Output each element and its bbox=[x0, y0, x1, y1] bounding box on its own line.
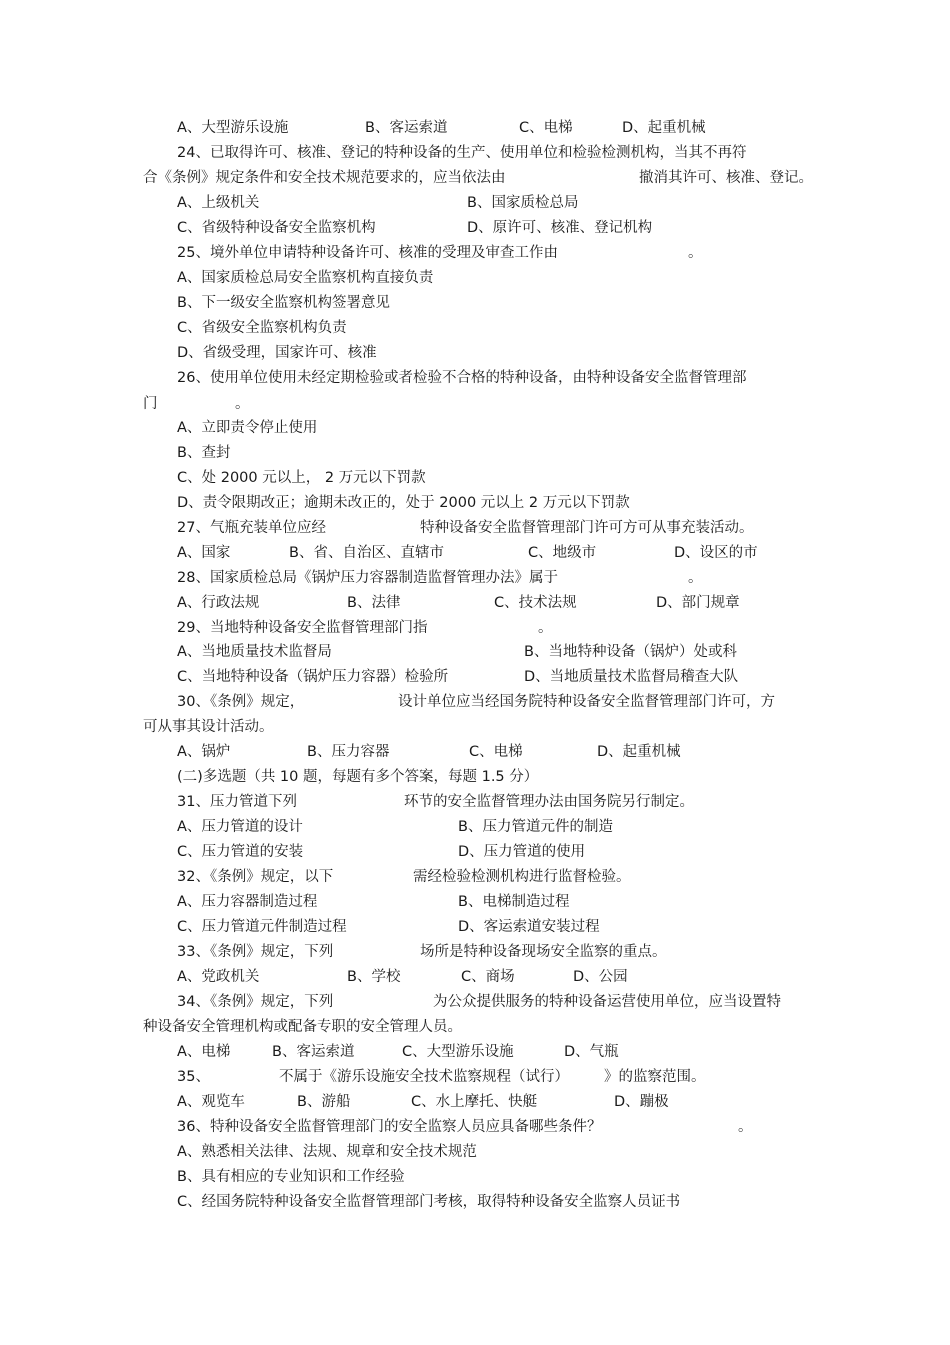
option-c: C、当地特种设备（锅炉压力容器）检验所 bbox=[177, 669, 449, 685]
question-text: 26、使用单位使用未经定期检验或者检验不合格的特种设备，由特种设备安全监督管理部 bbox=[177, 370, 747, 386]
option-a: A、大型游乐设施 bbox=[177, 120, 289, 136]
option-a: A、行政法规 bbox=[177, 595, 260, 611]
option-a: A、观览车 bbox=[177, 1094, 245, 1110]
option-a: A、当地质量技术监督局 bbox=[177, 644, 332, 660]
question-end: 。 bbox=[688, 245, 703, 261]
option-a: A、压力容器制造过程 bbox=[177, 894, 318, 910]
question-text: 设计单位应当经国务院特种设备安全监督管理部门许可，方 bbox=[398, 694, 775, 710]
question-text: 24、已取得许可、核准、登记的特种设备的生产、使用单位和检验检测机构，当其不再符 bbox=[177, 145, 747, 161]
option-a: A、国家 bbox=[177, 545, 231, 561]
option-b: B、具有相应的专业知识和工作经验 bbox=[177, 1169, 405, 1185]
option-d: D、原许可、核准、登记机构 bbox=[467, 220, 653, 236]
option-a: A、上级机关 bbox=[177, 195, 260, 211]
option-a: A、熟悉相关法律、法规、规章和安全技术规范 bbox=[177, 1144, 477, 1160]
question-text: 34、《条例》规定，下列 bbox=[177, 994, 334, 1010]
option-c: C、压力管道元件制造过程 bbox=[177, 919, 347, 935]
question-end: 。 bbox=[538, 620, 553, 636]
option-d: D、起重机械 bbox=[622, 120, 706, 136]
option-b: B、游船 bbox=[297, 1094, 351, 1110]
option-c: C、商场 bbox=[461, 969, 515, 985]
question-text: 可从事其设计活动。 bbox=[143, 719, 274, 735]
option-c: C、水上摩托、快艇 bbox=[411, 1094, 538, 1110]
option-c: C、经国务院特种设备安全监督管理部门考核，取得特种设备安全监察人员证书 bbox=[177, 1194, 681, 1210]
option-d: D、设区的市 bbox=[674, 545, 758, 561]
option-b: B、法律 bbox=[347, 595, 401, 611]
option-c: C、电梯 bbox=[519, 120, 573, 136]
option-b: B、客运索道 bbox=[272, 1044, 355, 1060]
question-text: 33、《条例》规定，下列 bbox=[177, 944, 334, 960]
option-a: A、锅炉 bbox=[177, 744, 231, 760]
option-d: D、起重机械 bbox=[597, 744, 681, 760]
option-d: D、部门规章 bbox=[656, 595, 740, 611]
section-title: (二)多选题（共 10 题，每题有多个答案，每题 1.5 分） bbox=[177, 769, 539, 785]
option-c: C、处 2000 元以上， 2 万元以下罚款 bbox=[177, 470, 426, 486]
option-b: B、查封 bbox=[177, 445, 231, 461]
question-text: 特种设备安全监督管理部门许可方可从事充装活动。 bbox=[420, 520, 754, 536]
question-text: 需经检验检测机构进行监督检验。 bbox=[413, 869, 631, 885]
question-end: 。 bbox=[235, 396, 250, 412]
option-b: B、客运索道 bbox=[365, 120, 448, 136]
option-d: D、压力管道的使用 bbox=[458, 844, 586, 860]
question-text: 场所是特种设备现场安全监察的重点。 bbox=[420, 944, 667, 960]
option-c: C、大型游乐设施 bbox=[402, 1044, 514, 1060]
option-d: D、省级受理，国家许可、核准 bbox=[177, 345, 377, 361]
question-text: 30、《条例》规定， bbox=[177, 694, 305, 710]
question-text: 25、境外单位申请特种设备许可、核准的受理及审查工作由 bbox=[177, 245, 558, 261]
question-end: 。 bbox=[738, 1119, 753, 1135]
question-text: 种设备安全管理机构或配备专职的安全管理人员。 bbox=[143, 1019, 462, 1035]
option-a: A、电梯 bbox=[177, 1044, 231, 1060]
option-d: D、责令限期改正；逾期未改正的，处于 2000 元以上 2 万元以下罚款 bbox=[177, 495, 630, 511]
option-d: D、蹦极 bbox=[614, 1094, 669, 1110]
question-text: 32、《条例》规定，以下 bbox=[177, 869, 334, 885]
option-b: B、下一级安全监察机构签署意见 bbox=[177, 295, 390, 311]
option-d: D、气瓶 bbox=[564, 1044, 619, 1060]
option-c: C、压力管道的安装 bbox=[177, 844, 304, 860]
question-text: 》的监察范围。 bbox=[604, 1069, 706, 1085]
option-b: B、学校 bbox=[347, 969, 401, 985]
question-text: 不属于《游乐设施安全技术监察规程（试行） bbox=[279, 1069, 569, 1085]
question-text: 36、特种设备安全监督管理部门的安全监察人员应具备哪些条件？ bbox=[177, 1119, 602, 1135]
question-text: 为公众提供服务的特种设备运营使用单位，应当设置特 bbox=[433, 994, 781, 1010]
option-b: B、压力管道元件的制造 bbox=[458, 819, 613, 835]
question-text: 29、当地特种设备安全监督管理部门指 bbox=[177, 620, 428, 636]
option-c: C、省级安全监察机构负责 bbox=[177, 320, 347, 336]
question-text: 27、气瓶充装单位应经 bbox=[177, 520, 326, 536]
option-d: D、公园 bbox=[573, 969, 628, 985]
option-b: B、省、自治区、直辖市 bbox=[289, 545, 444, 561]
option-c: C、地级市 bbox=[528, 545, 597, 561]
option-a: A、国家质检总局安全监察机构直接负责 bbox=[177, 270, 434, 286]
option-b: B、当地特种设备（锅炉）处或科 bbox=[524, 644, 737, 660]
option-c: C、电梯 bbox=[469, 744, 523, 760]
option-b: B、电梯制造过程 bbox=[458, 894, 570, 910]
option-a: A、压力管道的设计 bbox=[177, 819, 303, 835]
option-d: D、当地质量技术监督局稽查大队 bbox=[524, 669, 739, 685]
question-text: 撤消其许可、核准、登记。 bbox=[639, 170, 813, 186]
option-d: D、客运索道安装过程 bbox=[458, 919, 600, 935]
option-c: C、技术法规 bbox=[494, 595, 577, 611]
option-b: B、国家质检总局 bbox=[467, 195, 579, 211]
option-c: C、省级特种设备安全监察机构 bbox=[177, 220, 376, 236]
question-text: 合《条例》规定条件和安全技术规范要求的，应当依法由 bbox=[143, 170, 506, 186]
option-b: B、压力容器 bbox=[307, 744, 390, 760]
question-text: 28、国家质检总局《锅炉压力容器制造监督管理办法》属于 bbox=[177, 570, 558, 586]
question-text: 环节的安全监督管理办法由国务院另行制定。 bbox=[404, 794, 694, 810]
question-text: 31、压力管道下列 bbox=[177, 794, 297, 810]
question-text: 35、 bbox=[177, 1069, 210, 1085]
option-a: A、党政机关 bbox=[177, 969, 260, 985]
option-a: A、立即责令停止使用 bbox=[177, 420, 318, 436]
question-text: 门 bbox=[143, 396, 158, 412]
question-end: 。 bbox=[688, 570, 703, 586]
